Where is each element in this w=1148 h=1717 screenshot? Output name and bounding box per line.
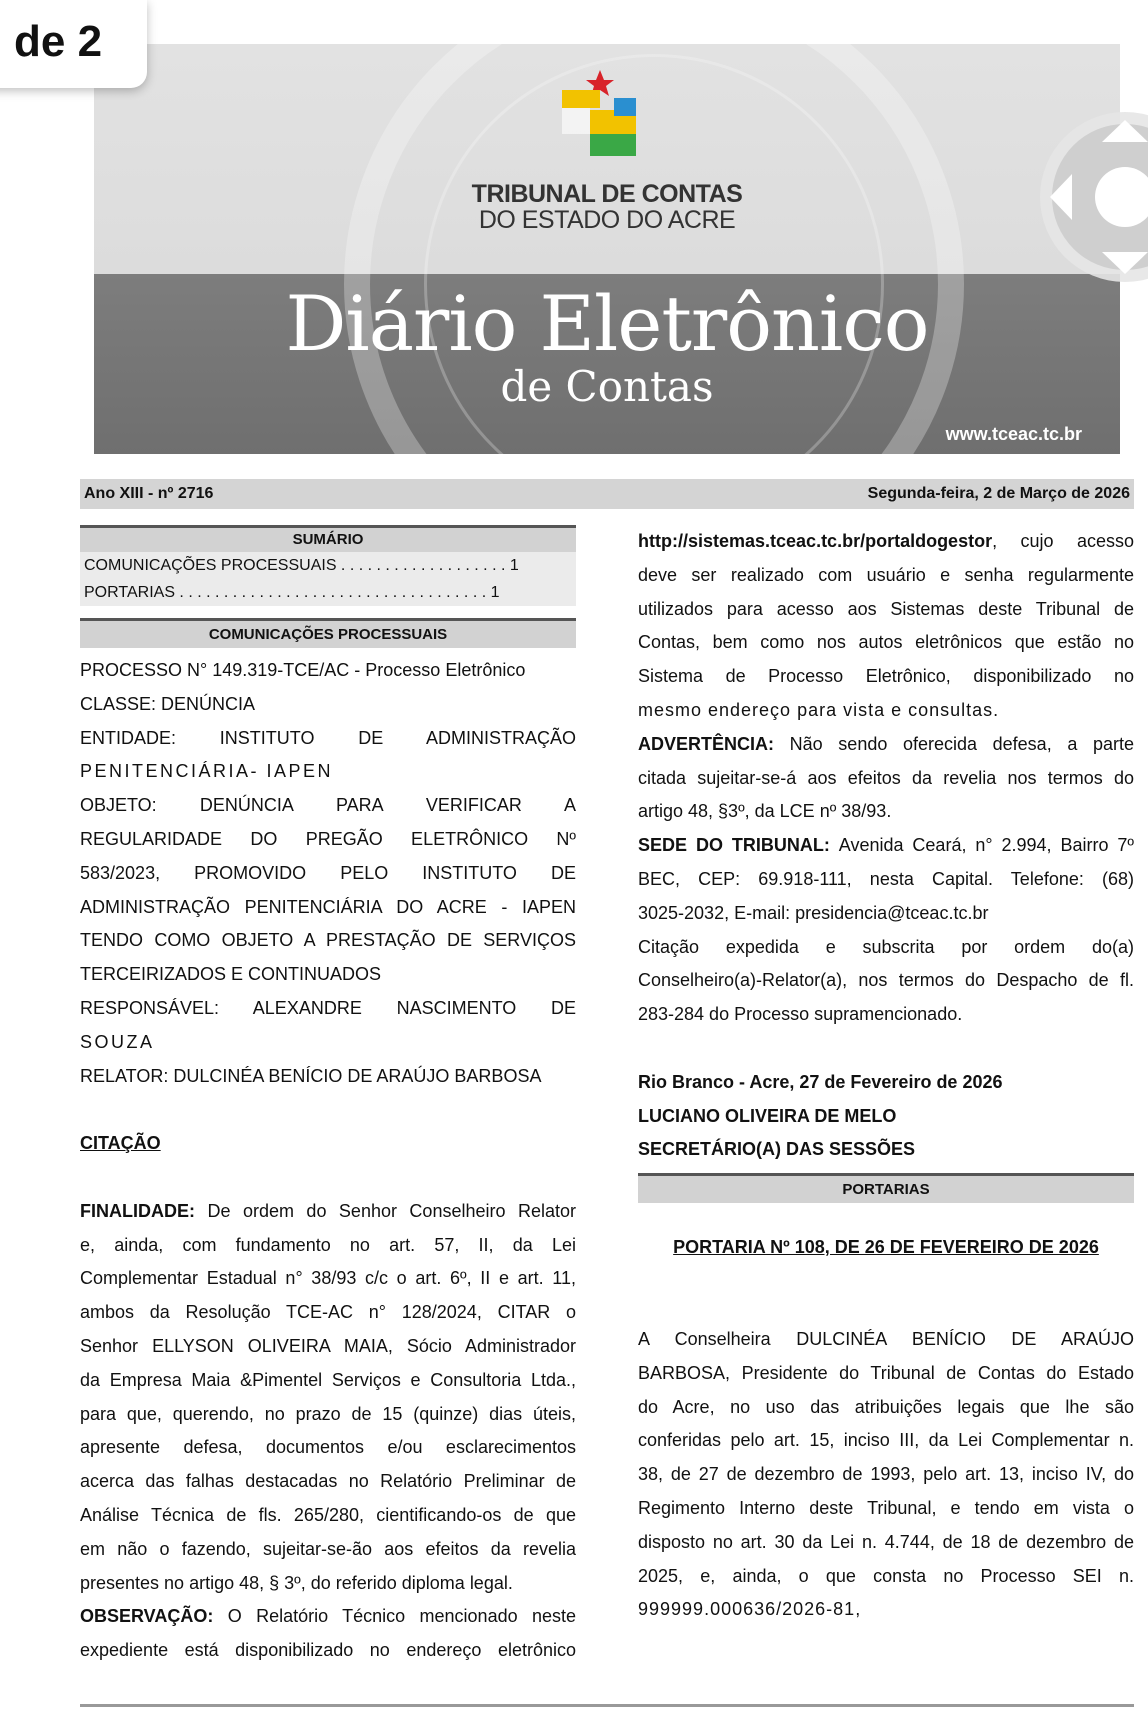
section-title: COMUNICAÇÕES PROCESSUAIS: [80, 618, 576, 648]
portaria-line: disposto no art. 30 da Lei n. 4.744, de 18 de dezembro de: [638, 1531, 1134, 1552]
edition-date: Segunda-feira, 2 de Março de 2026: [867, 485, 1130, 502]
citacao-expedida-line: Conselheiro(a)-Relator(a), nos termos do Despacho de fl.: [638, 970, 1134, 991]
objeto-line: OBJETO: DENÚNCIA PARA VERIFICAR A: [80, 795, 576, 816]
arrow-up-icon[interactable]: [1102, 120, 1148, 142]
acesso-line: Sistema de Processo Eletrônico, disponibilizado no: [638, 666, 1134, 687]
summary-box: [80, 525, 576, 606]
observacao-line: expediente está disponibilizado no endereço eletrônico: [80, 1640, 576, 1661]
portarias-section-title: PORTARIAS: [638, 1173, 1134, 1203]
advertencia-text: Não sendo oferecida defesa, a parte: [789, 733, 1134, 754]
acesso-text: , cujo acesso: [992, 531, 1134, 551]
signatory-name: LUCIANO OLIVEIRA DE MELO: [638, 1105, 897, 1126]
website-link[interactable]: www.tceac.tc.br: [945, 424, 1082, 444]
org-name-line1: TRIBUNAL DE CONTAS: [471, 180, 743, 208]
summary-title: SUMÁRIO: [80, 528, 576, 552]
classe-line: CLASSE: DENÚNCIA: [80, 693, 256, 714]
finalidade-text: De ordem do Senhor Conselheiro Relator: [207, 1200, 576, 1221]
portaria-line: A Conselheira DULCINÉA BENÍCIO DE ARAÚJO: [638, 1328, 1134, 1349]
relator-line: RELATOR: DULCINÉA BENÍCIO DE ARAÚJO BARBOSA: [80, 1065, 542, 1086]
advertencia-line: [638, 728, 1134, 762]
finalidade-line: Complementar Estadual n° 38/93 c/c o art. 6º, II e art. 11,: [80, 1268, 576, 1289]
portaria-line: BARBOSA, Presidente do Tribunal de Contas do Estado: [638, 1362, 1134, 1383]
finalidade-line: acerca das falhas destacadas no Relatório Preliminar de: [80, 1471, 576, 1492]
navigation-center-button[interactable]: [1095, 167, 1148, 227]
acesso-line: utilizados para acesso aos Sistemas deste Tribunal de: [638, 598, 1134, 619]
advertencia-line: artigo 48, §3º, da LCE nº 38/93.: [638, 801, 892, 822]
finalidade-line: para que, querendo, no prazo de 15 (quinze) dias úteis,: [80, 1403, 576, 1424]
observacao-line: [80, 1600, 576, 1634]
entidade-line: ENTIDADE: INSTITUTO DE ADMINISTRAÇÃO: [80, 727, 576, 748]
objeto-line: REGULARIDADE DO PREGÃO ELETRÔNICO Nº: [80, 828, 576, 849]
finalidade-label: FINALIDADE:: [80, 1200, 195, 1221]
summary-item[interactable]: COMUNICAÇÕES PROCESSUAIS . . . . . . . . . . . . . . . . . . . 1: [80, 552, 576, 579]
acesso-line: [638, 525, 1134, 559]
finalidade-line: e, ainda, com fundamento no art. 57, II, da Lei: [80, 1234, 576, 1255]
acesso-line: deve ser realizado com usuário e senha regularmente: [638, 564, 1134, 585]
finalidade-line: [80, 1195, 576, 1229]
journal-header: [94, 44, 1120, 454]
finalidade-line: apresente defesa, documentos e/ou esclarecimentos: [80, 1437, 576, 1458]
observacao-text: O Relatório Técnico mencionado neste: [227, 1606, 576, 1627]
edition-number: Ano XIII - nº 2716: [84, 485, 214, 502]
finalidade-line: ambos da Resolução TCE-AC n° 128/2024, CITAR o: [80, 1302, 576, 1323]
tce-logo-icon: [562, 66, 652, 176]
objeto-line: TERCEIRIZADOS E CONTINUADOS: [80, 964, 382, 985]
sede-label: SEDE DO TRIBUNAL:: [638, 835, 830, 856]
citacao-expedida-line: Citação expedida e subscrita por ordem do(a): [638, 936, 1134, 957]
finalidade-line: da Empresa Maia &Pimentel Serviços e Consultoria Ltda.,: [80, 1369, 576, 1390]
responsavel-line: RESPONSÁVEL: ALEXANDRE NASCIMENTO DE: [80, 997, 576, 1018]
org-name-line2: DO ESTADO DO ACRE: [478, 206, 736, 234]
objeto-line: ADMINISTRAÇÃO PENITENCIÁRIA DO ACRE - IAPEN: [80, 896, 576, 917]
sede-line: [638, 829, 1134, 863]
portaria-line: Regimento Interno deste Tribunal, e tendo em vista o: [638, 1497, 1134, 1518]
entidade-line: PENITENCIÁRIA- IAPEN: [80, 761, 334, 782]
finalidade-line: Senhor ELLYSON OLIVEIRA MAIA, Sócio Administrador: [80, 1335, 576, 1356]
objeto-line: TENDO COMO OBJETO A PRESTAÇÃO DE SERVIÇOS: [80, 930, 576, 951]
bottom-divider: [80, 1704, 1134, 1707]
portaria-line: do Acre, no uso das atribuições legais que lhe são: [638, 1396, 1134, 1417]
edition-bar: [80, 479, 1134, 509]
observacao-label: OBSERVAÇÃO:: [80, 1606, 214, 1627]
signatory-role: SECRETÁRIO(A) DAS SESSÕES: [638, 1139, 916, 1160]
local-data: Rio Branco - Acre, 27 de Fevereiro de 2026: [638, 1071, 1003, 1092]
acesso-line: Contas, bem como nos autos eletrônicos que estão no: [638, 632, 1134, 653]
portaria-line: conferidas pelo art. 15, inciso III, da Lei Complementar n.: [638, 1430, 1134, 1451]
finalidade-line: em não o fazendo, sujeitar-se-ão aos efeitos da revelia: [80, 1538, 576, 1559]
finalidade-line: presentes no artigo 48, § 3º, do referido diploma legal.: [80, 1572, 513, 1593]
citacao-heading: CITAÇÃO: [80, 1133, 161, 1154]
summary-item[interactable]: PORTARIAS . . . . . . . . . . . . . . . . . . . . . . . . . . . . . . . . . . . 1: [80, 579, 576, 606]
right-column: [638, 525, 1134, 1627]
arrow-down-icon[interactable]: [1102, 252, 1148, 274]
citacao-expedida-line: 283-284 do Processo supramencionado.: [638, 1004, 963, 1025]
portaria-line: 38, de 27 de dezembro de 1993, pelo art. 13, inciso IV, do: [638, 1464, 1134, 1485]
portaria-title: PORTARIA Nº 108, DE 26 DE FEVEREIRO DE 2026: [673, 1237, 1099, 1258]
finalidade-line: Análise Técnica de fls. 265/280, cientificando-os de que: [80, 1504, 576, 1525]
acesso-line: mesmo endereço para vista e consultas.: [638, 699, 1000, 720]
journal-title: Diário Eletrônico: [285, 279, 929, 368]
left-column: [80, 525, 576, 1668]
sede-line: BEC, CEP: 69.918-111, nesta Capital. Telefone: (68): [638, 868, 1134, 889]
objeto-line: 583/2023, PROMOVIDO PELO INSTITUTO DE: [80, 862, 576, 883]
sede-text: Avenida Ceará, n° 2.994, Bairro 7º: [838, 835, 1134, 856]
responsavel-line: SOUZA: [80, 1031, 155, 1052]
advertencia-line: citada sujeitar-se-á aos efeitos da revelia nos termos do: [638, 767, 1134, 788]
arrow-left-icon[interactable]: [1050, 174, 1072, 220]
page-indicator: de 2: [0, 0, 147, 88]
sede-line: 3025-2032, E-mail: presidencia@tceac.tc.br: [638, 902, 989, 923]
advertencia-label: ADVERTÊNCIA:: [638, 733, 775, 754]
processo-line: PROCESSO N° 149.319-TCE/AC - Processo Eletrônico: [80, 660, 526, 680]
portaria-line: 2025, e, ainda, o que consta no Processo SEI n.: [638, 1565, 1134, 1586]
portal-url-link[interactable]: http://sistemas.tceac.tc.br/portaldogestor: [638, 531, 993, 551]
journal-subtitle: de Contas: [500, 362, 714, 411]
portaria-line: 999999.000636/2026-81,: [638, 1599, 862, 1620]
